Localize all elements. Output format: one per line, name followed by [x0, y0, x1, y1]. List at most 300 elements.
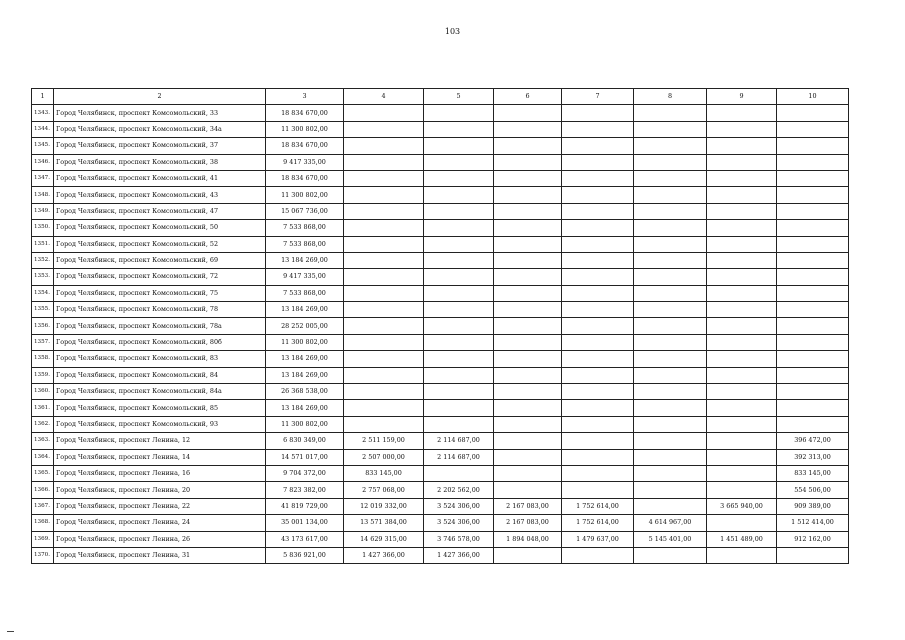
amount-cell [344, 138, 424, 154]
amount-cell [634, 547, 707, 563]
amount-cell: 5 836 921,00 [266, 547, 344, 563]
amount-cell [634, 154, 707, 170]
amount-cell [634, 449, 707, 465]
amount-cell [707, 433, 777, 449]
row-number-cell: 1359. [32, 367, 54, 383]
amount-cell [494, 138, 562, 154]
amount-cell: 5 145 401,00 [634, 531, 707, 547]
amount-cell [777, 138, 849, 154]
amount-cell [634, 498, 707, 514]
amount-cell: 3 524 306,00 [424, 498, 494, 514]
amount-cell [344, 400, 424, 416]
amount-cell [424, 302, 494, 318]
row-number-cell: 1348. [32, 187, 54, 203]
amount-cell [707, 138, 777, 154]
table-row [32, 252, 849, 268]
row-number-cell: 1351. [32, 236, 54, 252]
amount-cell [424, 121, 494, 137]
amount-cell [707, 318, 777, 334]
amount-cell [562, 302, 634, 318]
address-cell: Город Челябинск, проспект Комсомольский, 47 [54, 203, 266, 219]
amount-cell [344, 367, 424, 383]
amount-cell: 7 823 382,00 [266, 482, 344, 498]
column-header-6: 6 [494, 89, 562, 105]
amount-cell [424, 285, 494, 301]
amount-cell: 14 629 315,00 [344, 531, 424, 547]
amount-cell [494, 367, 562, 383]
row-number-cell: 1369. [32, 531, 54, 547]
address-cell: Город Челябинск, проспект Ленина, 16 [54, 465, 266, 481]
table-row [32, 105, 849, 121]
amount-cell [494, 269, 562, 285]
amount-cell [634, 121, 707, 137]
column-header-9: 9 [707, 89, 777, 105]
amount-cell [344, 384, 424, 400]
address-cell: Город Челябинск, проспект Ленина, 31 [54, 547, 266, 563]
address-cell: Город Челябинск, проспект Комсомольский, 37 [54, 138, 266, 154]
amount-cell: 2 114 687,00 [424, 449, 494, 465]
amount-cell: 1 752 614,00 [562, 498, 634, 514]
row-number-cell: 1360. [32, 384, 54, 400]
amount-cell [707, 121, 777, 137]
amount-cell [344, 187, 424, 203]
address-cell: Город Челябинск, проспект Комсомольский, 78а [54, 318, 266, 334]
amount-cell [344, 302, 424, 318]
amount-cell [562, 449, 634, 465]
amount-cell: 35 001 134,00 [266, 515, 344, 531]
amount-cell: 7 533 868,00 [266, 220, 344, 236]
amount-cell: 26 368 538,00 [266, 384, 344, 400]
amount-cell [562, 105, 634, 121]
address-cell: Город Челябинск, проспект Комсомольский, 83 [54, 351, 266, 367]
address-cell: Город Челябинск, проспект Комсомольский, 33 [54, 105, 266, 121]
address-cell: Город Челябинск, проспект Ленина, 26 [54, 531, 266, 547]
amount-cell [707, 334, 777, 350]
column-header-4: 4 [344, 89, 424, 105]
column-header-7: 7 [562, 89, 634, 105]
page-number: 103 [444, 27, 461, 36]
amount-cell [344, 252, 424, 268]
amount-cell [494, 318, 562, 334]
amount-cell: 28 252 005,00 [266, 318, 344, 334]
address-cell: Город Челябинск, проспект Ленина, 22 [54, 498, 266, 514]
amount-cell [634, 170, 707, 186]
amount-cell [707, 384, 777, 400]
amount-cell [707, 482, 777, 498]
amount-cell [707, 269, 777, 285]
column-header-5: 5 [424, 89, 494, 105]
amount-cell [562, 121, 634, 137]
amount-cell [344, 416, 424, 432]
amount-cell [634, 252, 707, 268]
amount-cell [562, 367, 634, 383]
table-row [32, 515, 849, 531]
table-row [32, 154, 849, 170]
amount-cell [494, 170, 562, 186]
table-row [32, 384, 849, 400]
amount-cell [634, 400, 707, 416]
amount-cell: 43 173 617,00 [266, 531, 344, 547]
amount-cell [424, 220, 494, 236]
amount-cell [424, 203, 494, 219]
amount-cell [707, 400, 777, 416]
amount-cell [424, 367, 494, 383]
amount-cell [562, 400, 634, 416]
amount-cell [562, 269, 634, 285]
amount-cell [777, 351, 849, 367]
table-row [32, 236, 849, 252]
amount-cell [494, 334, 562, 350]
table-row [32, 334, 849, 350]
column-header-3: 3 [266, 89, 344, 105]
amount-cell [777, 203, 849, 219]
row-number-cell: 1343. [32, 105, 54, 121]
amount-cell [634, 351, 707, 367]
amount-cell: 12 019 332,00 [344, 498, 424, 514]
amount-cell [424, 105, 494, 121]
amount-cell [344, 351, 424, 367]
amount-cell [707, 154, 777, 170]
amount-cell [707, 416, 777, 432]
amount-cell [777, 121, 849, 137]
amount-cell [344, 203, 424, 219]
margin-mark [7, 631, 14, 632]
table-row [32, 187, 849, 203]
amount-cell [344, 318, 424, 334]
amount-cell [562, 482, 634, 498]
amount-cell [344, 121, 424, 137]
row-number-cell: 1356. [32, 318, 54, 334]
amount-cell [344, 285, 424, 301]
column-header-8: 8 [634, 89, 707, 105]
amount-cell [424, 252, 494, 268]
amount-cell: 13 184 269,00 [266, 400, 344, 416]
address-cell: Город Челябинск, проспект Комсомольский, 50 [54, 220, 266, 236]
row-number-cell: 1353. [32, 269, 54, 285]
amount-cell [494, 252, 562, 268]
amount-cell [634, 318, 707, 334]
address-cell: Город Челябинск, проспект Комсомольский, 78 [54, 302, 266, 318]
amount-cell [494, 384, 562, 400]
amount-cell [494, 433, 562, 449]
amount-cell [562, 236, 634, 252]
amount-cell [634, 433, 707, 449]
amount-cell: 11 300 802,00 [266, 416, 344, 432]
amount-cell [424, 318, 494, 334]
amount-cell [634, 465, 707, 481]
amount-cell: 392 313,00 [777, 449, 849, 465]
table-row [32, 400, 849, 416]
amount-cell: 13 184 269,00 [266, 351, 344, 367]
column-header-10: 10 [777, 89, 849, 105]
amount-cell [707, 170, 777, 186]
amount-cell [494, 449, 562, 465]
amount-cell [494, 416, 562, 432]
amount-cell [634, 236, 707, 252]
amount-cell [634, 138, 707, 154]
amount-cell: 1 427 366,00 [344, 547, 424, 563]
amount-cell [707, 515, 777, 531]
amount-cell [707, 203, 777, 219]
table-row [32, 121, 849, 137]
amount-cell [424, 154, 494, 170]
amount-cell [562, 187, 634, 203]
amount-cell: 13 184 269,00 [266, 302, 344, 318]
amount-cell [562, 465, 634, 481]
address-cell: Город Челябинск, проспект Комсомольский, 75 [54, 285, 266, 301]
amount-cell [634, 105, 707, 121]
amount-cell [634, 416, 707, 432]
amount-cell: 6 830 349,00 [266, 433, 344, 449]
amount-cell [777, 416, 849, 432]
address-cell: Город Челябинск, проспект Комсомольский, 84 [54, 367, 266, 383]
address-cell: Город Челябинск, проспект Комсомольский, 34а [54, 121, 266, 137]
amount-cell: 554 506,00 [777, 482, 849, 498]
row-number-cell: 1363. [32, 433, 54, 449]
amount-cell: 15 067 736,00 [266, 203, 344, 219]
address-cell: Город Челябинск, проспект Ленина, 24 [54, 515, 266, 531]
address-cell: Город Челябинск, проспект Комсомольский, 84а [54, 384, 266, 400]
amount-cell [707, 252, 777, 268]
amount-cell [777, 105, 849, 121]
amount-cell [424, 187, 494, 203]
address-cell: Город Челябинск, проспект Комсомольский, 43 [54, 187, 266, 203]
row-number-cell: 1365. [32, 465, 54, 481]
amount-cell [494, 302, 562, 318]
amount-cell: 18 834 670,00 [266, 105, 344, 121]
amount-cell [344, 220, 424, 236]
data-table [31, 88, 849, 564]
row-number-cell: 1352. [32, 252, 54, 268]
amount-cell [707, 236, 777, 252]
amount-cell [777, 318, 849, 334]
table-row [32, 351, 849, 367]
amount-cell [562, 384, 634, 400]
table-row [32, 302, 849, 318]
amount-cell: 9 417 335,00 [266, 154, 344, 170]
amount-cell [777, 302, 849, 318]
amount-cell: 1 512 414,00 [777, 515, 849, 531]
amount-cell: 1 479 637,00 [562, 531, 634, 547]
address-cell: Город Челябинск, проспект Комсомольский, 52 [54, 236, 266, 252]
amount-cell [777, 187, 849, 203]
amount-cell [634, 220, 707, 236]
amount-cell: 13 184 269,00 [266, 252, 344, 268]
amount-cell [707, 367, 777, 383]
table-row [32, 170, 849, 186]
amount-cell: 1 451 489,00 [707, 531, 777, 547]
amount-cell: 41 819 729,00 [266, 498, 344, 514]
amount-cell [424, 400, 494, 416]
table-body [32, 105, 849, 564]
amount-cell [494, 236, 562, 252]
row-number-cell: 1355. [32, 302, 54, 318]
row-number-cell: 1349. [32, 203, 54, 219]
amount-cell: 2 507 000,00 [344, 449, 424, 465]
amount-cell [424, 416, 494, 432]
amount-cell [777, 236, 849, 252]
row-number-cell: 1361. [32, 400, 54, 416]
amount-cell [707, 465, 777, 481]
amount-cell: 2 167 083,00 [494, 515, 562, 531]
row-number-cell: 1344. [32, 121, 54, 137]
amount-cell [707, 285, 777, 301]
row-number-cell: 1358. [32, 351, 54, 367]
amount-cell: 3 746 578,00 [424, 531, 494, 547]
row-number-cell: 1350. [32, 220, 54, 236]
amount-cell [562, 416, 634, 432]
address-cell: Город Челябинск, проспект Комсомольский, 85 [54, 400, 266, 416]
table-row [32, 433, 849, 449]
amount-cell [777, 384, 849, 400]
table-row [32, 416, 849, 432]
amount-cell [634, 482, 707, 498]
table-row [32, 220, 849, 236]
amount-cell [494, 482, 562, 498]
row-number-cell: 1370. [32, 547, 54, 563]
amount-cell [777, 252, 849, 268]
amount-cell [562, 220, 634, 236]
amount-cell [562, 433, 634, 449]
table-row [32, 482, 849, 498]
row-number-cell: 1366. [32, 482, 54, 498]
amount-cell: 2 757 068,00 [344, 482, 424, 498]
amount-cell: 1 894 048,00 [494, 531, 562, 547]
amount-cell [777, 400, 849, 416]
amount-cell [707, 220, 777, 236]
table-row [32, 531, 849, 547]
table-row [32, 465, 849, 481]
amount-cell: 2 202 562,00 [424, 482, 494, 498]
amount-cell [344, 269, 424, 285]
amount-cell [777, 170, 849, 186]
column-header-1: 1 [32, 89, 54, 105]
amount-cell [424, 170, 494, 186]
amount-cell [424, 465, 494, 481]
row-number-cell: 1354. [32, 285, 54, 301]
amount-cell: 396 472,00 [777, 433, 849, 449]
amount-cell [344, 170, 424, 186]
amount-cell [424, 334, 494, 350]
amount-cell [344, 334, 424, 350]
amount-cell: 13 184 269,00 [266, 367, 344, 383]
address-cell: Город Челябинск, проспект Ленина, 14 [54, 449, 266, 465]
column-header-2: 2 [54, 89, 266, 105]
amount-cell [424, 269, 494, 285]
amount-cell: 833 145,00 [344, 465, 424, 481]
amount-cell [777, 220, 849, 236]
table-row [32, 547, 849, 563]
amount-cell: 912 162,00 [777, 531, 849, 547]
row-number-cell: 1346. [32, 154, 54, 170]
amount-cell [777, 367, 849, 383]
amount-cell: 9 417 335,00 [266, 269, 344, 285]
amount-cell [562, 138, 634, 154]
amount-cell [424, 236, 494, 252]
amount-cell: 18 834 670,00 [266, 138, 344, 154]
amount-cell [562, 285, 634, 301]
amount-cell [494, 203, 562, 219]
amount-cell: 11 300 802,00 [266, 334, 344, 350]
amount-cell [562, 252, 634, 268]
amount-cell [634, 203, 707, 219]
amount-cell: 833 145,00 [777, 465, 849, 481]
address-cell: Город Челябинск, проспект Комсомольский, 80б [54, 334, 266, 350]
amount-cell: 14 571 017,00 [266, 449, 344, 465]
amount-cell [344, 154, 424, 170]
amount-cell [494, 465, 562, 481]
address-cell: Город Челябинск, проспект Комсомольский, 93 [54, 416, 266, 432]
table-row [32, 269, 849, 285]
amount-cell [777, 547, 849, 563]
address-cell: Город Челябинск, проспект Ленина, 12 [54, 433, 266, 449]
amount-cell: 3 665 940,00 [707, 498, 777, 514]
amount-cell [424, 384, 494, 400]
amount-cell [634, 384, 707, 400]
amount-cell [707, 547, 777, 563]
amount-cell: 3 524 306,00 [424, 515, 494, 531]
row-number-cell: 1367. [32, 498, 54, 514]
amount-cell: 9 704 372,00 [266, 465, 344, 481]
amount-cell [777, 269, 849, 285]
amount-cell: 4 614 967,00 [634, 515, 707, 531]
table-row [32, 498, 849, 514]
amount-cell: 7 533 868,00 [266, 236, 344, 252]
amount-cell [777, 334, 849, 350]
table-row [32, 285, 849, 301]
amount-cell: 2 114 687,00 [424, 433, 494, 449]
amount-cell [562, 547, 634, 563]
amount-cell: 1 752 614,00 [562, 515, 634, 531]
row-number-cell: 1347. [32, 170, 54, 186]
amount-cell: 18 834 670,00 [266, 170, 344, 186]
row-number-cell: 1368. [32, 515, 54, 531]
amount-cell: 909 389,00 [777, 498, 849, 514]
row-number-cell: 1362. [32, 416, 54, 432]
amount-cell [634, 269, 707, 285]
row-number-cell: 1345. [32, 138, 54, 154]
amount-cell [707, 187, 777, 203]
amount-cell [562, 351, 634, 367]
amount-cell [562, 318, 634, 334]
amount-cell [494, 154, 562, 170]
amount-cell [707, 105, 777, 121]
table-row [32, 367, 849, 383]
address-cell: Город Челябинск, проспект Комсомольский, 41 [54, 170, 266, 186]
amount-cell: 2 167 083,00 [494, 498, 562, 514]
amount-cell [494, 285, 562, 301]
amount-cell [562, 203, 634, 219]
address-cell: Город Челябинск, проспект Комсомольский, 38 [54, 154, 266, 170]
amount-cell: 11 300 802,00 [266, 187, 344, 203]
table-row [32, 449, 849, 465]
amount-cell [424, 138, 494, 154]
row-number-cell: 1357. [32, 334, 54, 350]
amount-cell [634, 302, 707, 318]
amount-cell: 13 571 384,00 [344, 515, 424, 531]
amount-cell [494, 187, 562, 203]
address-cell: Город Челябинск, проспект Ленина, 20 [54, 482, 266, 498]
amount-cell [777, 285, 849, 301]
table-row [32, 318, 849, 334]
amount-cell [494, 400, 562, 416]
amount-cell [562, 334, 634, 350]
amount-cell [344, 105, 424, 121]
address-cell: Город Челябинск, проспект Комсомольский, 72 [54, 269, 266, 285]
amount-cell [424, 351, 494, 367]
amount-cell [707, 449, 777, 465]
amount-cell: 2 511 159,00 [344, 433, 424, 449]
